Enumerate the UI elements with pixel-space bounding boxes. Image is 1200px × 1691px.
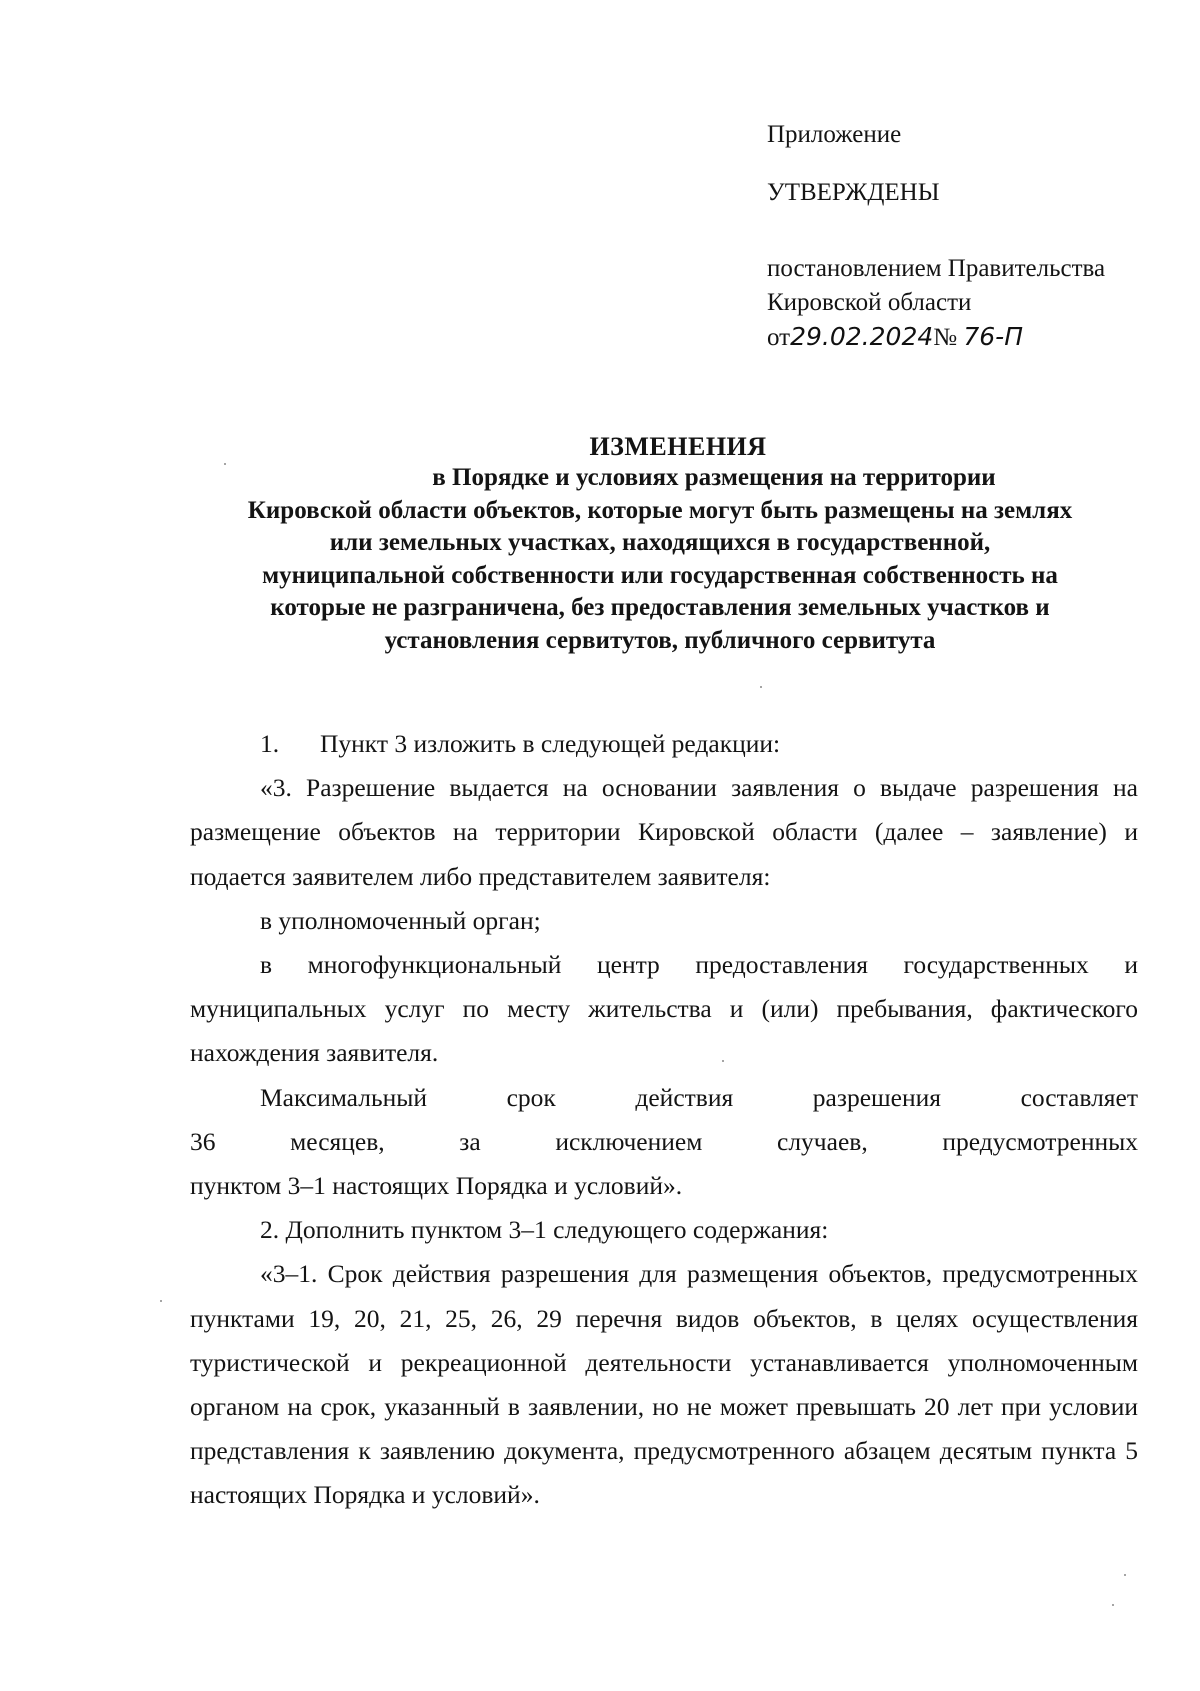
appendix-label: Приложение [767,121,902,148]
paragraph-max-term-line1: Максимальный срок действия разрешения составляет [260,1082,1138,1112]
item-1-text: Пункт 3 изложить в следующей редакции: [320,729,781,758]
paragraph-max-term-line2: 36 месяцев, за исключением случаев, предусмотренных [190,1126,1138,1156]
scan-speck [160,1300,162,1302]
scan-speck [760,686,762,688]
paragraph-authorized-body: в уполномоченный орган; [260,905,541,935]
approved-by-line2: Кировской области [767,289,972,316]
scan-speck [1112,1604,1114,1606]
item-1 [190,722,1138,766]
approved-by-line1: постановлением Правительства [767,255,1106,282]
paragraph-mfc: в многофункциональный центр предоставления государственных и муниципальных услуг по месту жительства и (или) пребывания, фактического нахождения заявителя. [190,950,1138,1068]
number-prefix: № [933,324,958,351]
scan-speck [1124,1574,1126,1576]
document-title [185,432,1135,657]
title-line: или земельных участках, находящихся в государственной, [329,529,991,556]
approval-stamp [767,118,1187,355]
approved-label: УТВЕРЖДЕНЫ [767,179,940,206]
paragraph-3-1: «3–1. Срок действия разрешения для размещения объектов, предусмотренных пунктами 19, 20, 21, 25, 26, 29 перечня видов объектов, в целях осуществления туристической и рекреационной деятельности устанавливается уполномоченным органом на срок, указанный в заявлении, но не может превышать 20 лет при условии представления к заявлению документа, предусмотренного абзацем десятым пункта 5 настоящих Порядка и условий». [190,1259,1138,1510]
title-line: которые не разграничена, без предоставления земельных участков и [270,594,1050,621]
handwritten-date: 29.02.2024 [790,322,934,351]
scan-speck [224,463,226,465]
title-line: установления сервитутов, публичного сервитута [384,626,936,654]
item-1-number: 1. [260,729,280,758]
title-heading: ИЗМЕНЕНИЯ [589,432,767,461]
handwritten-number: 76-П [963,322,1023,351]
title-line: Кировской области объектов, которые могут быть размещены на землях [247,496,1073,524]
item-2: 2. Дополнить пунктом 3–1 следующего содержания: [260,1215,829,1245]
document-body [190,722,1138,1518]
scan-speck [722,1060,724,1062]
decree-date-number [767,320,1187,355]
title-line: муниципальной собственности или государственная собственность на [262,561,1058,589]
paragraph-max-term-line3: пунктом 3–1 настоящих Порядка и условий». [190,1171,683,1201]
paragraph-permit-basis: «3. Разрешение выдается на основании заявления о выдаче разрешения на размещение объектов на территории Кировской области (далее – заявление) и подается заявителем либо представителем заявителя: [190,773,1138,891]
date-prefix: от [767,324,791,351]
title-line: в Порядке и условиях размещения на территории [432,464,996,491]
